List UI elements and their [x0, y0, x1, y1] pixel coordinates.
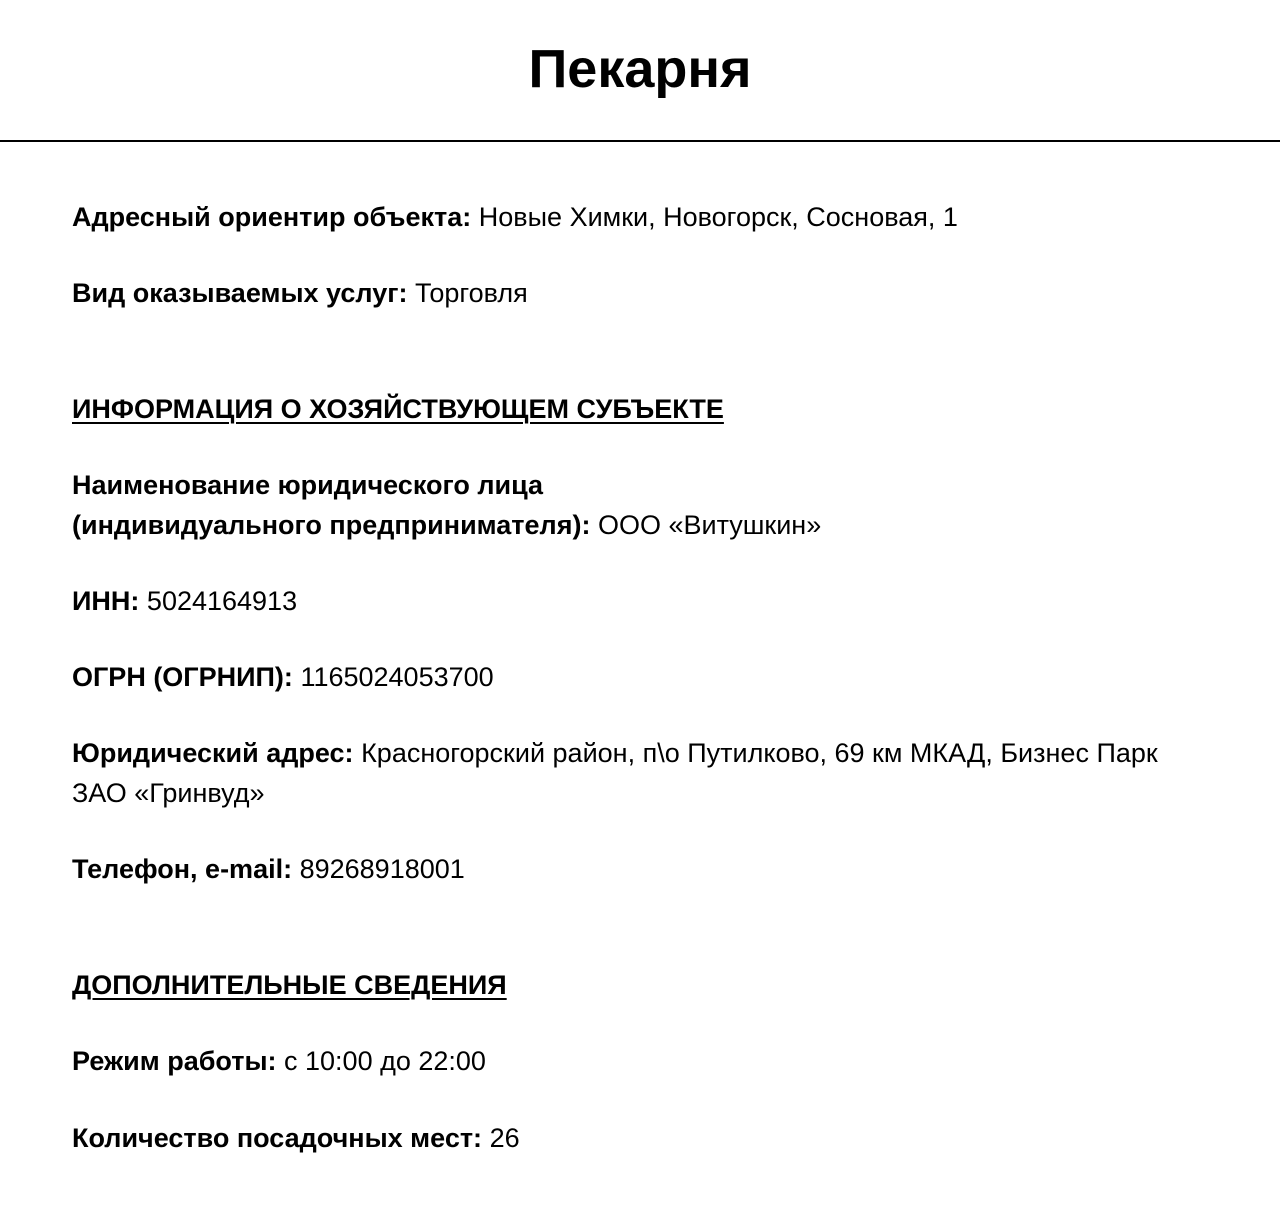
entity-name-row	[72, 465, 1212, 545]
inn-value: 5024164913	[146, 586, 298, 616]
hours-label: Режим работы:	[72, 1046, 277, 1076]
address-value: Новые Химки, Новогорск, Сосновая, 1	[478, 202, 958, 232]
service-label: Вид оказываемых услуг:	[72, 278, 408, 308]
extra-section-heading	[72, 965, 1212, 1005]
entity-section-heading	[72, 389, 1212, 429]
hours-row	[72, 1041, 1212, 1081]
entity-name-label-line2: (индивидуального предпринимателя):	[72, 510, 591, 540]
entity-heading-text: ИНФОРМАЦИЯ О ХОЗЯЙСТВУЮЩЕМ СУБЪЕКТЕ	[72, 394, 724, 424]
inn-label: ИНН:	[72, 586, 140, 616]
contact-value: 89268918001	[299, 854, 465, 884]
title-divider	[0, 140, 1280, 142]
service-value: Торговля	[414, 278, 528, 308]
legal-address-row	[72, 733, 1192, 813]
legal-address-value: Красногорский район, п\о Путилково, 69 км МКАД, Бизнес Парк ЗАО «Гринвуд»	[72, 738, 1158, 808]
address-row	[72, 197, 1212, 237]
seats-label: Количество посадочных мест:	[72, 1123, 483, 1153]
address-label: Адресный ориентир объекта:	[72, 202, 472, 232]
ogrn-row	[72, 657, 1212, 697]
seats-row	[72, 1118, 1212, 1158]
service-row	[72, 273, 1212, 313]
entity-name-label-line1: Наименование юридического лица	[72, 470, 544, 500]
hours-value: с 10:00 до 22:00	[284, 1046, 486, 1076]
contact-row	[72, 849, 1212, 889]
ogrn-label: ОГРН (ОГРНИП):	[72, 662, 293, 692]
ogrn-value: 1165024053700	[300, 662, 494, 692]
page-title: Пекарня	[528, 39, 752, 99]
extra-heading-text: ДОПОЛНИТЕЛЬНЫЕ СВЕДЕНИЯ	[72, 970, 507, 1000]
legal-address-label: Юридический адрес:	[72, 738, 354, 768]
contact-label: Телефон, e-mail:	[72, 854, 293, 884]
inn-row	[72, 581, 1212, 621]
seats-value: 26	[489, 1123, 520, 1153]
entity-name-value: ООО «Витушкин»	[597, 510, 822, 540]
